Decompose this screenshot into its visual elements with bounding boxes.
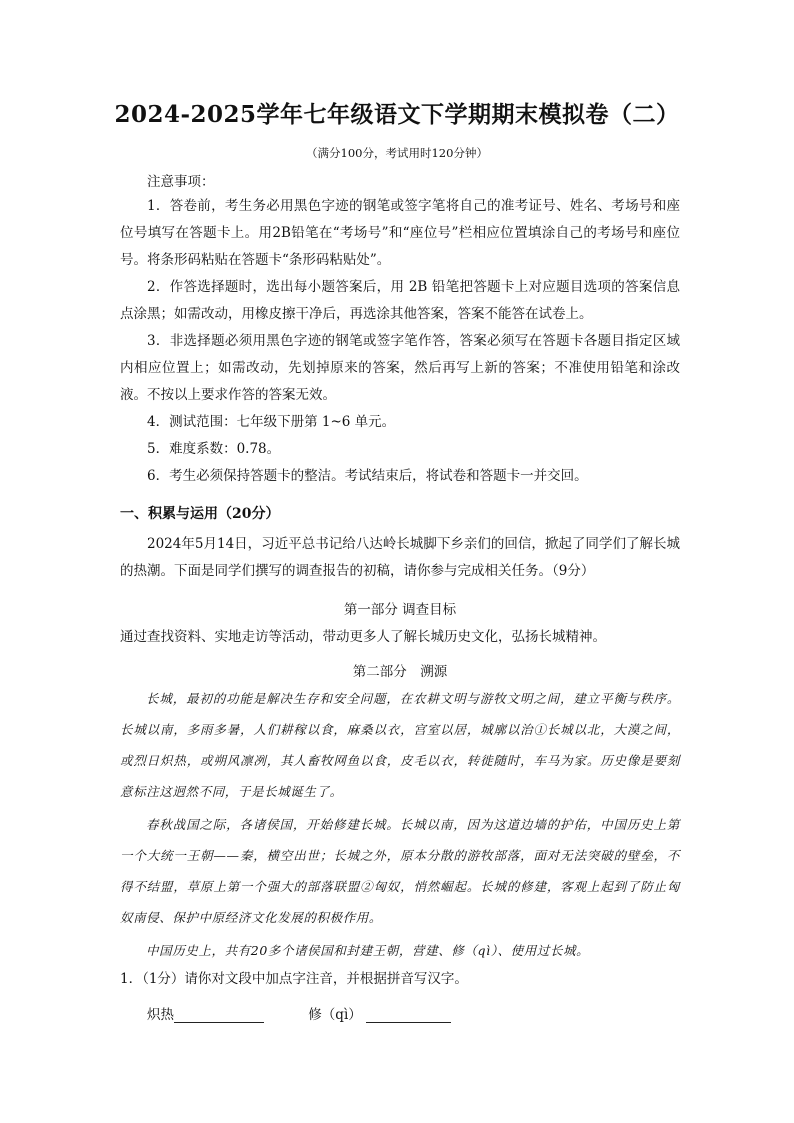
fill-item-2 bbox=[308, 1007, 450, 1023]
question-1-block bbox=[120, 966, 680, 993]
part1-text-block bbox=[120, 624, 680, 651]
passage-paragraph: 长城，最初的功能是解决生存和安全问题，在农耕文明与游牧文明之间，建立平衡与秩序。长城以南，多雨多暑，人们耕稼以食，麻桑以衣，宫室以居，城廓以治①长城以北，大漠之间，或烈日炽热，或朔风凛冽，其人畜牧网鱼以食，皮毛以衣，转徙随时，车马为家。历史像是要刻意标注这迥然不同，于是长城诞生了。 bbox=[120, 691, 680, 799]
passage bbox=[120, 683, 680, 968]
part1-text: 通过查找资料、实地走访等活动，带动更多人了解长城历史文化，弘扬长城精神。 bbox=[120, 629, 606, 645]
part2-title: 第二部分 溯源 bbox=[352, 664, 448, 680]
fill-item-1 bbox=[147, 1007, 268, 1023]
answer-blank-1[interactable] bbox=[174, 1006, 264, 1023]
intro-paragraph: 2024年5月14日，习近平总书记给八达岭长城脚下乡亲们的回信，掀起了同学们了解长城的热潮。下面是同学们撰写的调查报告的初稿，请你参与完成相关任务。（9分） bbox=[120, 536, 680, 579]
page-title: 2024-2025学年七年级语文下学期期末模拟卷（二） bbox=[114, 101, 680, 128]
fill-row bbox=[147, 1003, 707, 1023]
page-subtitle: （满分100分，考试用时120分钟） bbox=[306, 146, 488, 160]
notice-item: 6．考生必须保持答题卡的整洁。考试结束后，将试卷和答题卡一并交回。 bbox=[147, 468, 588, 484]
answer-blank-2[interactable] bbox=[366, 1006, 451, 1023]
section-heading: 一、积累与运用（20分） bbox=[120, 506, 280, 522]
part1-title: 第一部分 调查目标 bbox=[343, 602, 457, 618]
passage-paragraph: 春秋战国之际，各诸侯国，开始修建长城。长城以南，因为这道边墙的护佑，中国历史上第一个大统一王朝——秦，横空出世；长城之外，原本分散的游牧部落，面对无法突破的壁垒，不得不结盟，草原上第一个强大的部落联盟②匈奴，悄然崛起。长城的修建，客观上起到了防止匈奴南侵、保护中原经济文化发展的积极作用。 bbox=[120, 817, 680, 925]
notice-list bbox=[120, 193, 680, 490]
notice-item: 4．测试范围：七年级下册第 1~6 单元。 bbox=[147, 414, 396, 430]
notice-heading: 注意事项： bbox=[147, 174, 215, 190]
section-intro bbox=[120, 531, 680, 585]
notice-item: 5．难度系数：0.78。 bbox=[147, 441, 281, 457]
question-1: 1．（1分）请你对文段中加点字注音，并根据拼音写汉字。 bbox=[120, 971, 468, 987]
passage-paragraph: 中国历史上，共有20多个诸侯国和封建王朝，营建、修（qì）、使用过长城。 bbox=[146, 943, 590, 958]
fill-label-1: 炽热 bbox=[147, 1007, 174, 1023]
notice-item: 3．非选择题必须用黑色字迹的钢笔或签字笔作答，答案必须写在答题卡各题目指定区域内相应位置上；如需改动，先划掉原来的答案，然后再写上新的答案；不准使用铅笔和涂改液。不按以上要求作答的答案无效。 bbox=[120, 333, 680, 403]
notice-item: 2．作答选择题时，选出每小题答案后，用 2B 铅笔把答题卡上对应题目选项的答案信息点涂黑；如需改动，用橡皮擦干净后，再选涂其他答案，答案不能答在试卷上。 bbox=[120, 279, 680, 322]
notice-item: 1．答卷前，考生务必用黑色字迹的钢笔或签字笔将自己的准考证号、姓名、考场号和座位号填写在答题卡上。用2B铅笔在“考场号”和“座位号”栏相应位置填涂自己的考场号和座位号。将条形码粘贴在答题卡“条形码粘贴处”。 bbox=[120, 198, 680, 268]
fill-label-2: 修（qì） bbox=[308, 1007, 362, 1023]
